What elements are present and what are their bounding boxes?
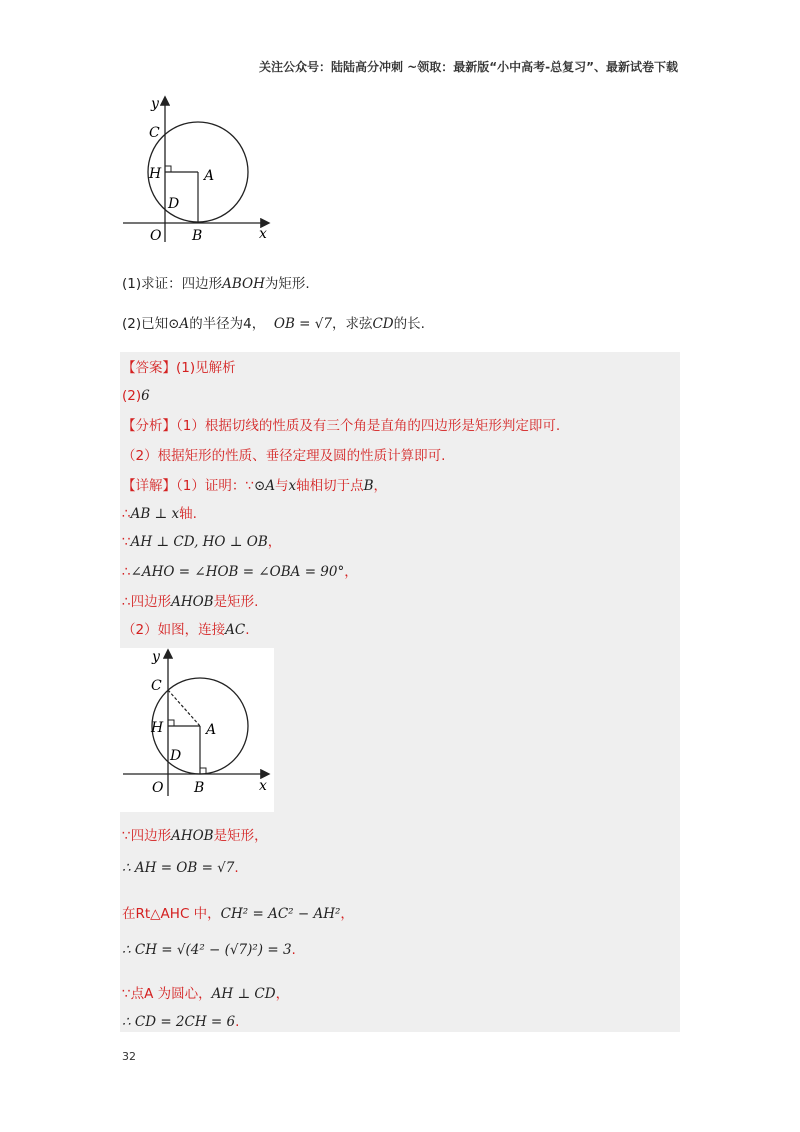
detail-line-12: ∴ CD = 2CH = 6. [122,1014,240,1030]
detail-line-6: （2）如图，连接AC. [122,622,250,638]
label-x: x [259,226,267,242]
label-y-2: y [152,649,160,665]
detail-line-11: ∵点A 为圆心，AH ⊥ CD， [122,986,290,1002]
detail-line-10: ∴ CH = √(4² − (√7)²) = 3. [122,942,296,958]
label-d: D [168,196,180,212]
label-a-2: A [206,722,217,738]
label-o-2: O [152,780,164,796]
detail-line-8: ∴ AH = OB = √7. [122,860,239,876]
analysis-line-2: （2）根据矩形的性质、垂径定理及圆的性质计算即可. [122,448,446,464]
analysis-line-1: 【分析】（1）根据切线的性质及有三个角是直角的四边形是矩形判定即可. [122,418,561,434]
detail-line-7: ∵四边形AHOB是矩形， [122,828,268,844]
label-h: H [149,166,162,182]
label-x-2: x [259,778,267,794]
detail-line-5: ∴四边形AHOB是矩形. [122,594,259,610]
label-b: B [192,228,203,244]
question-2: (2)已知⊙A的半径为4， OB = √7，求弦CD的长. [122,316,425,332]
label-c-2: C [151,678,162,694]
right-angle-h [165,166,171,172]
detail-line-9: 在Rt△AHC 中，CH² = AC² − AH²， [122,906,354,922]
label-b-2: B [194,780,205,796]
label-d-2: D [170,748,182,764]
label-h-2: H [151,720,164,736]
answer-line-2: (2)6 [122,388,150,404]
page-number: 32 [122,1050,136,1063]
label-o: O [150,228,162,244]
detail-line-4: ∴∠AHO = ∠HOB = ∠OBA = 90°， [122,564,358,580]
label-y: y [151,96,159,112]
answer-line-1: 【答案】(1)见解析 [122,360,236,376]
detail-line-2: ∴AB ⊥ x轴. [122,506,197,522]
figure-circle-2 [118,646,278,806]
question-1: (1)求证：四边形ABOH为矩形. [122,276,310,292]
figure-circle-1 [118,92,278,247]
label-c: C [149,125,160,141]
label-a: A [204,168,215,184]
detail-line-1: 【详解】（1）证明：∵⊙A与x轴相切于点B， [122,478,388,494]
page-header: 关注公众号：陆陆高分冲刺 ~领取：最新版“小中高考-总复习”、最新试卷下载 [259,60,678,74]
right-angle-h-2 [168,720,174,726]
segment-ac-dashed [168,690,200,726]
detail-line-3: ∵AH ⊥ CD, HO ⊥ OB， [122,534,282,550]
